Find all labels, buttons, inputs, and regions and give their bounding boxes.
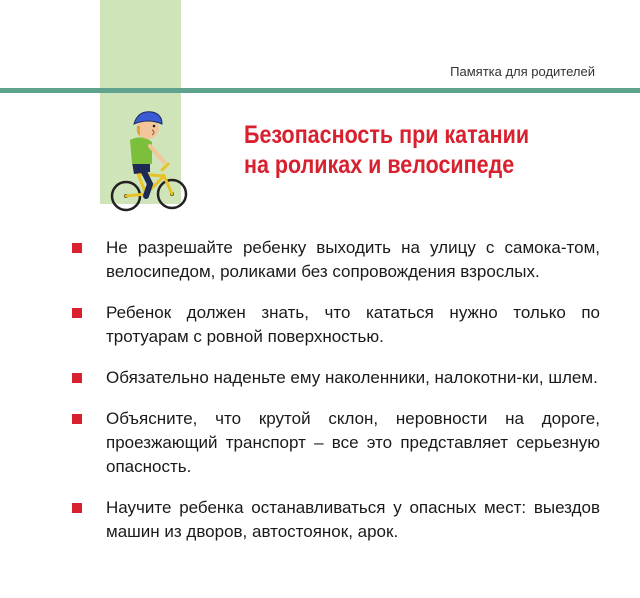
list-item — [72, 366, 600, 390]
bullet-square-icon — [72, 373, 82, 383]
bullet-square-icon — [72, 414, 82, 424]
list-item-text: Научите ребенка останавливаться у опасных мест: выездов машин из дворов, автостоянок, арок. — [106, 498, 600, 541]
list-item-text: Обязательно наденьте ему наколенники, налокотни-ки, шлем. — [106, 368, 598, 387]
list-item — [72, 407, 600, 479]
title-line-1: Безопасность при катании — [244, 121, 530, 149]
bullet-square-icon — [72, 503, 82, 513]
document-subtitle: Памятка для родителей — [450, 64, 595, 79]
child-on-bicycle-icon — [106, 106, 192, 218]
list-item-text: Ребенок должен знать, что кататься нужно только по тротуарам с ровной поверхностью. — [106, 303, 600, 346]
list-item — [72, 496, 600, 544]
page-title — [244, 120, 571, 180]
bullet-square-icon — [72, 243, 82, 253]
safety-rules-list — [72, 236, 600, 561]
list-item — [72, 301, 600, 349]
bullet-square-icon — [72, 308, 82, 318]
title-line-2: на роликах и велосипеде — [244, 151, 515, 179]
list-item-text: Не разрешайте ребенку выходить на улицу с самока-том, велосипедом, роликами без сопровождения взрослых. — [106, 238, 600, 281]
list-item-text: Объясните, что крутой склон, неровности на дороге, проезжающий транспорт – все это представляет серьезную опасность. — [106, 409, 600, 476]
header-divider — [0, 88, 640, 93]
list-item — [72, 236, 600, 284]
